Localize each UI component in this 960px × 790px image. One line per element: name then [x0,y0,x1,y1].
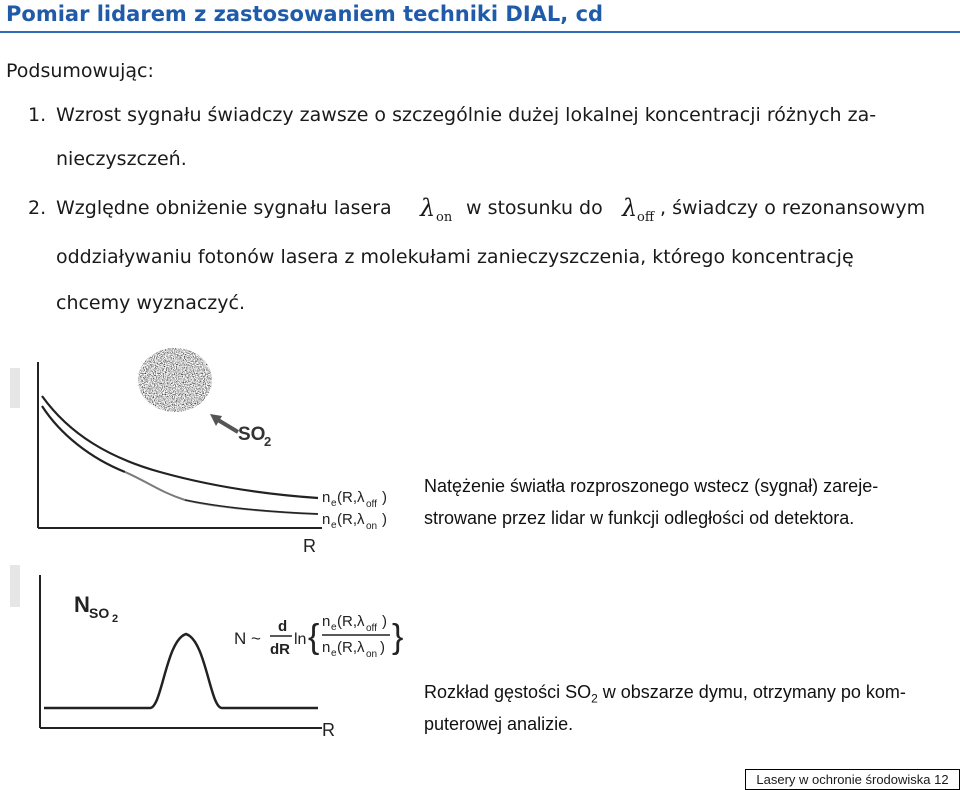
x-axis-label-r-2: R [322,720,335,740]
point2-number: 2. [28,197,47,219]
so2-arrow [218,420,238,432]
figure1-caption-line2: strowane przez lidar w funkcji odległości od detektora. [424,508,855,528]
formula-den-sub: e [331,648,337,659]
slide-footer: Lasery w ochronie środowiska 12 [745,769,960,790]
point2-text-b: w stosunku do [466,197,603,219]
formula-num-n: n [322,613,331,630]
formula-ln: ln [294,631,307,648]
point2-text-line3: chcemy wyznaczyć. [56,292,246,314]
so2-subscript: 2 [264,434,272,449]
label-off-args: (R,λ [337,489,365,506]
figure2-caption-line1 [424,682,906,706]
x-axis-label-r: R [303,536,316,556]
formula-brace-right: } [392,618,404,656]
figure2-caption-b: w obszarze dymu, otrzymany po kom- [597,682,906,702]
label-n-on-sub: e [331,520,337,531]
y-label-sub2: 2 [112,613,119,625]
label-on-close: ) [382,511,387,528]
formula-d: d [278,618,288,635]
figure2-caption-a: Rozkład gęstości SO [424,682,592,702]
dial-formula [230,604,420,670]
point2-text-line2: oddziaływaniu fotonów lasera z molekułami zanieczyszczenia, którego koncentrację [56,246,854,268]
y-label-n: N [74,592,90,617]
label-on-sub2: on [366,521,378,532]
label-n-on: n [322,511,331,528]
label-on-args: (R,λ [337,511,365,528]
point1-text-line2: nieczyszczeń. [56,148,187,170]
formula-n: N ~ [234,629,261,648]
formula-den-sub2: on [366,649,378,660]
slide-title: Pomiar lidarem z zastosowaniem techniki DIAL, cd [6,2,604,26]
label-n-off: n [322,489,331,506]
formula-num-args: (R,λ [337,613,365,630]
lambda-on-subscript: on [436,210,453,225]
curve-lambda-on-start [42,406,125,472]
point1-number: 1. [28,104,47,126]
label-off-sub2: off [366,499,377,510]
figure2-caption-sub: 2 [591,691,598,706]
faded-mark [10,368,20,408]
title-divider [0,31,960,33]
so2-label: SO [238,424,266,445]
label-n-off-sub: e [331,498,337,509]
formula-den-n: n [322,639,331,656]
point2-text-c: , świadczy o rezonansowym [660,197,926,219]
point2-text-a: Względne obniżenie sygnału lasera [56,197,392,219]
figure2-caption-line2: puterowej analizie. [424,714,574,734]
y-label-sub: SO [89,605,110,621]
smoke-cloud [138,348,212,412]
point1-text-line1: Wzrost sygnału świadczy zawsze o szczególnie dużej lokalnej koncentracji różnych za- [56,104,877,126]
formula-den-args: (R,λ [337,639,365,656]
formula-den-close: ) [380,639,385,656]
formula-dr: dR [270,641,290,658]
formula-num-sub: e [331,622,337,633]
summary-label: Podsumowując: [6,60,154,82]
lidar-signal-figure [0,340,420,560]
formula-num-sub2: off [366,623,377,634]
lambda-on-symbol: λ [420,194,436,222]
formula-num-close: ) [382,613,387,630]
lambda-off-symbol: λ [622,194,638,222]
formula-brace-left: { [308,618,320,656]
curve-lambda-on-tail [185,500,318,514]
faded-mark-2 [10,565,20,607]
figure1-caption-line1: Natężenie światła rozproszonego wstecz (sygnał) zareje- [424,476,879,496]
curve-lambda-on [125,472,318,514]
label-off-close: ) [382,489,387,506]
lambda-off-subscript: off [637,210,655,225]
